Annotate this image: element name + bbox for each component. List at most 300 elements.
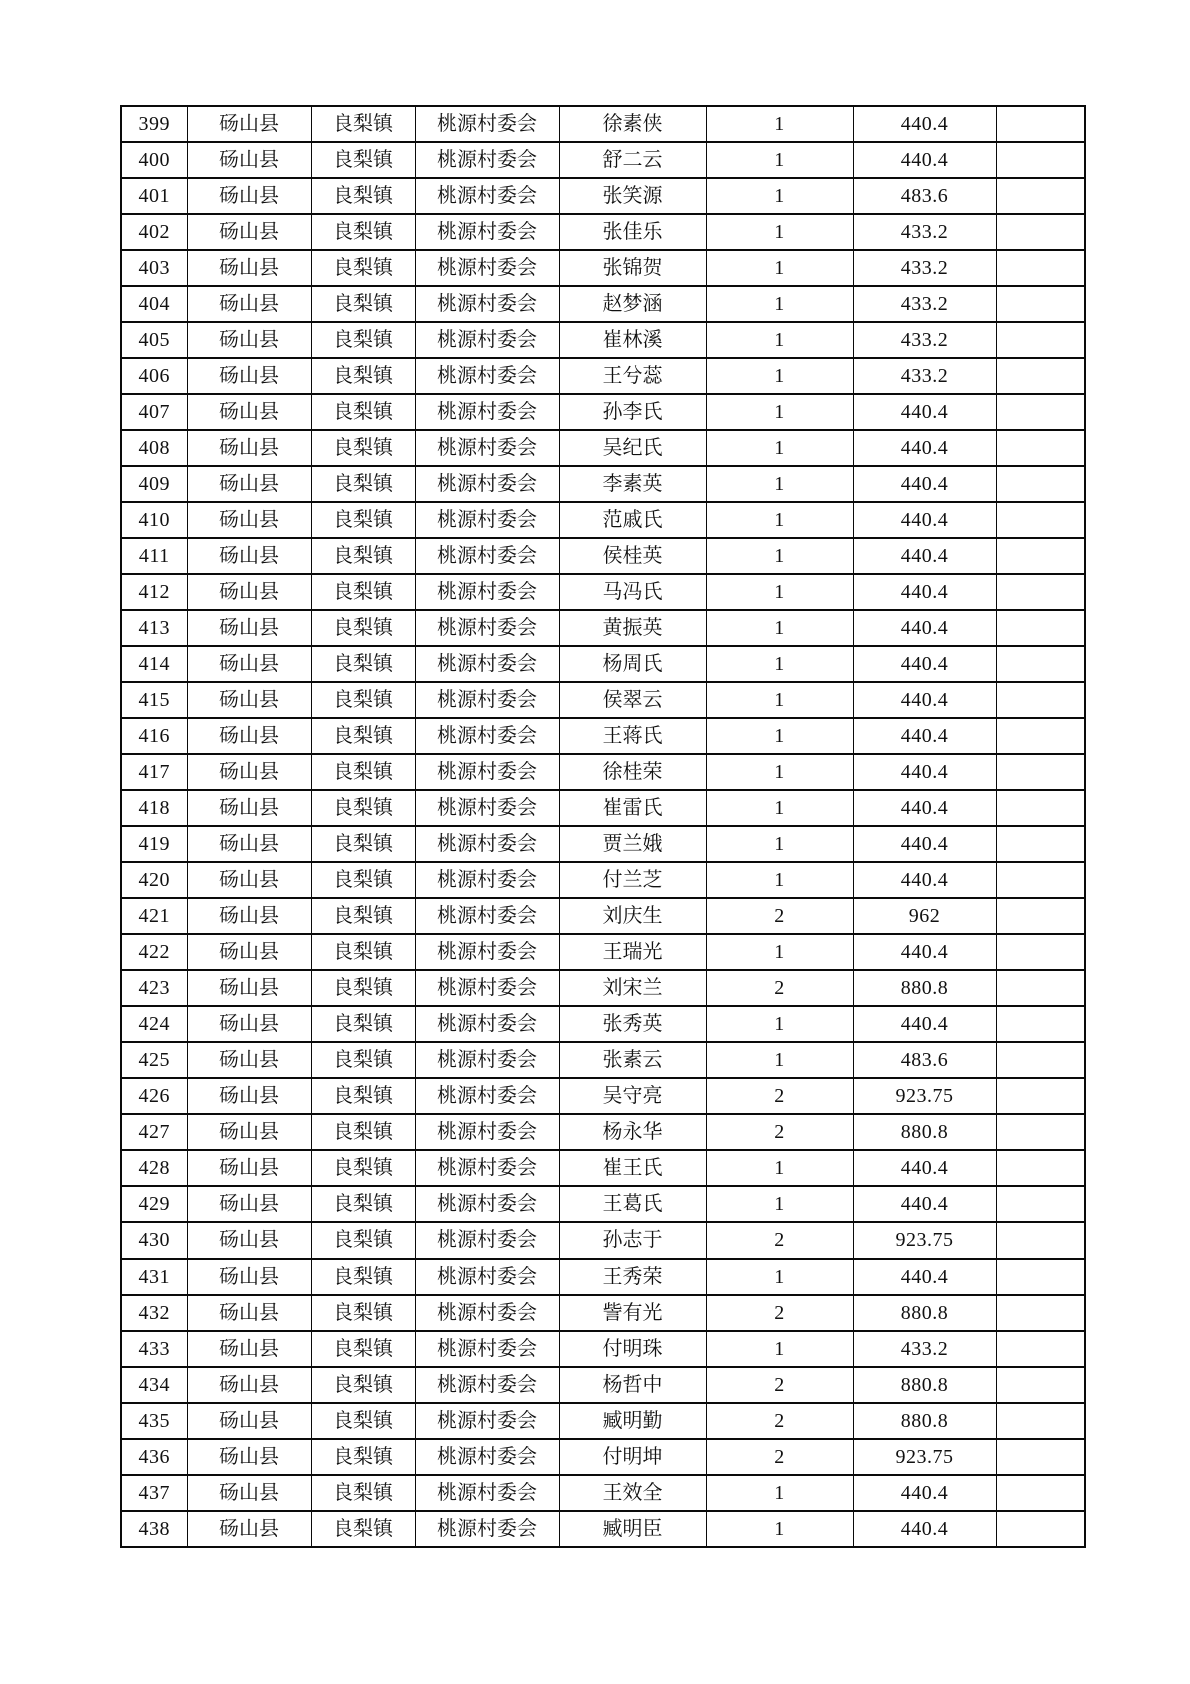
table-row [121,466,1085,502]
cell-county: 砀山县 [187,718,311,754]
cell-count: 1 [706,250,853,286]
cell-town: 良梨镇 [311,1367,415,1403]
cell-index: 406 [121,358,187,394]
cell-village: 桃源村委会 [415,1259,559,1295]
cell-county: 砀山县 [187,862,311,898]
cell-blank [996,286,1085,322]
cell-town: 良梨镇 [311,1186,415,1222]
cell-name: 侯桂英 [559,538,706,574]
table-row [121,970,1085,1006]
cell-town: 良梨镇 [311,322,415,358]
cell-count: 1 [706,142,853,178]
table-row [121,106,1085,142]
cell-blank [996,1006,1085,1042]
cell-blank [996,898,1085,934]
cell-town: 良梨镇 [311,1150,415,1186]
cell-name: 臧明臣 [559,1511,706,1547]
cell-blank [996,502,1085,538]
cell-county: 砀山县 [187,430,311,466]
cell-name: 臧明勤 [559,1403,706,1439]
cell-county: 砀山县 [187,1259,311,1295]
cell-blank [996,934,1085,970]
cell-blank [996,178,1085,214]
cell-county: 砀山县 [187,1114,311,1150]
cell-village: 桃源村委会 [415,466,559,502]
cell-name: 孙志于 [559,1222,706,1258]
cell-count: 1 [706,1186,853,1222]
table-row [121,322,1085,358]
cell-name: 张笑源 [559,178,706,214]
cell-count: 1 [706,610,853,646]
cell-amount: 440.4 [853,1150,996,1186]
table-row [121,574,1085,610]
cell-village: 桃源村委会 [415,1150,559,1186]
cell-count: 1 [706,646,853,682]
cell-amount: 440.4 [853,826,996,862]
cell-amount: 483.6 [853,178,996,214]
cell-name: 侯翠云 [559,682,706,718]
cell-name: 黄振英 [559,610,706,646]
cell-index: 399 [121,106,187,142]
table-row [121,862,1085,898]
cell-count: 1 [706,502,853,538]
cell-town: 良梨镇 [311,1259,415,1295]
cell-amount: 923.75 [853,1439,996,1475]
cell-county: 砀山县 [187,358,311,394]
table-row [121,430,1085,466]
cell-blank [996,1186,1085,1222]
cell-town: 良梨镇 [311,1222,415,1258]
cell-index: 411 [121,538,187,574]
cell-name: 吴守亮 [559,1078,706,1114]
cell-village: 桃源村委会 [415,502,559,538]
cell-town: 良梨镇 [311,214,415,250]
cell-blank [996,1511,1085,1547]
cell-index: 435 [121,1403,187,1439]
cell-amount: 440.4 [853,1475,996,1511]
cell-village: 桃源村委会 [415,718,559,754]
cell-index: 407 [121,394,187,430]
cell-village: 桃源村委会 [415,610,559,646]
cell-village: 桃源村委会 [415,178,559,214]
cell-name: 王葛氏 [559,1186,706,1222]
cell-village: 桃源村委会 [415,1078,559,1114]
cell-blank [996,430,1085,466]
cell-index: 418 [121,790,187,826]
cell-index: 437 [121,1475,187,1511]
table-row [121,1150,1085,1186]
cell-name: 范戚氏 [559,502,706,538]
cell-town: 良梨镇 [311,358,415,394]
cell-count: 1 [706,1006,853,1042]
table-row [121,538,1085,574]
cell-village: 桃源村委会 [415,862,559,898]
cell-blank [996,1295,1085,1331]
table-row [121,1114,1085,1150]
cell-name: 付明珠 [559,1331,706,1367]
cell-index: 409 [121,466,187,502]
cell-amount: 433.2 [853,250,996,286]
cell-amount: 433.2 [853,286,996,322]
cell-index: 424 [121,1006,187,1042]
cell-index: 400 [121,142,187,178]
cell-blank [996,574,1085,610]
cell-village: 桃源村委会 [415,286,559,322]
cell-index: 412 [121,574,187,610]
cell-county: 砀山县 [187,394,311,430]
cell-count: 1 [706,754,853,790]
cell-name: 王秀荣 [559,1259,706,1295]
cell-county: 砀山县 [187,934,311,970]
table-row [121,1439,1085,1475]
cell-name: 孙李氏 [559,394,706,430]
table-row [121,214,1085,250]
cell-count: 1 [706,466,853,502]
cell-index: 417 [121,754,187,790]
cell-index: 421 [121,898,187,934]
cell-amount: 440.4 [853,718,996,754]
table-row [121,646,1085,682]
cell-count: 2 [706,1367,853,1403]
cell-name: 李素英 [559,466,706,502]
cell-blank [996,1475,1085,1511]
cell-index: 431 [121,1259,187,1295]
cell-count: 1 [706,1331,853,1367]
cell-amount: 880.8 [853,1114,996,1150]
cell-village: 桃源村委会 [415,538,559,574]
cell-village: 桃源村委会 [415,790,559,826]
cell-name: 王效全 [559,1475,706,1511]
cell-index: 434 [121,1367,187,1403]
cell-amount: 440.4 [853,646,996,682]
cell-blank [996,1331,1085,1367]
cell-blank [996,1259,1085,1295]
cell-amount: 440.4 [853,106,996,142]
cell-count: 1 [706,1511,853,1547]
table-row [121,502,1085,538]
cell-county: 砀山县 [187,322,311,358]
cell-blank [996,970,1085,1006]
cell-amount: 440.4 [853,1511,996,1547]
table-row [121,934,1085,970]
cell-village: 桃源村委会 [415,358,559,394]
cell-town: 良梨镇 [311,1439,415,1475]
cell-name: 付明坤 [559,1439,706,1475]
table-row [121,1367,1085,1403]
cell-town: 良梨镇 [311,934,415,970]
cell-name: 崔王氏 [559,1150,706,1186]
table-row [121,1295,1085,1331]
cell-county: 砀山县 [187,1511,311,1547]
cell-village: 桃源村委会 [415,898,559,934]
cell-count: 1 [706,394,853,430]
cell-blank [996,682,1085,718]
table-row [121,394,1085,430]
cell-town: 良梨镇 [311,1403,415,1439]
cell-amount: 440.4 [853,502,996,538]
cell-index: 416 [121,718,187,754]
cell-county: 砀山县 [187,538,311,574]
cell-name: 赵梦涵 [559,286,706,322]
cell-town: 良梨镇 [311,106,415,142]
cell-index: 436 [121,1439,187,1475]
cell-count: 1 [706,826,853,862]
cell-index: 420 [121,862,187,898]
cell-index: 402 [121,214,187,250]
cell-blank [996,718,1085,754]
cell-count: 1 [706,430,853,466]
cell-index: 405 [121,322,187,358]
cell-village: 桃源村委会 [415,322,559,358]
cell-amount: 923.75 [853,1078,996,1114]
cell-count: 1 [706,718,853,754]
cell-village: 桃源村委会 [415,682,559,718]
cell-village: 桃源村委会 [415,1511,559,1547]
table-row [121,1511,1085,1547]
cell-name: 舒二云 [559,142,706,178]
cell-count: 1 [706,1042,853,1078]
cell-town: 良梨镇 [311,1475,415,1511]
cell-town: 良梨镇 [311,250,415,286]
cell-village: 桃源村委会 [415,250,559,286]
cell-blank [996,1439,1085,1475]
cell-index: 408 [121,430,187,466]
cell-blank [996,790,1085,826]
cell-county: 砀山县 [187,466,311,502]
table-row [121,1186,1085,1222]
cell-town: 良梨镇 [311,1511,415,1547]
cell-village: 桃源村委会 [415,1222,559,1258]
cell-count: 1 [706,322,853,358]
roster-table-body [121,106,1085,1547]
table-row [121,142,1085,178]
cell-blank [996,1403,1085,1439]
table-row [121,1042,1085,1078]
cell-name: 王蒋氏 [559,718,706,754]
cell-blank [996,646,1085,682]
cell-village: 桃源村委会 [415,934,559,970]
cell-town: 良梨镇 [311,1114,415,1150]
cell-count: 1 [706,682,853,718]
cell-count: 2 [706,1078,853,1114]
cell-blank [996,394,1085,430]
cell-village: 桃源村委会 [415,1331,559,1367]
cell-town: 良梨镇 [311,178,415,214]
cell-county: 砀山县 [187,1042,311,1078]
table-row [121,790,1085,826]
cell-amount: 440.4 [853,1006,996,1042]
cell-name: 刘庆生 [559,898,706,934]
cell-town: 良梨镇 [311,754,415,790]
cell-village: 桃源村委会 [415,1475,559,1511]
cell-blank [996,250,1085,286]
cell-blank [996,1222,1085,1258]
cell-amount: 880.8 [853,970,996,1006]
cell-county: 砀山县 [187,142,311,178]
table-row [121,826,1085,862]
cell-name: 崔雷氏 [559,790,706,826]
cell-count: 1 [706,790,853,826]
cell-town: 良梨镇 [311,466,415,502]
cell-name: 吴纪氏 [559,430,706,466]
cell-count: 1 [706,538,853,574]
table-row [121,1331,1085,1367]
cell-name: 刘宋兰 [559,970,706,1006]
cell-village: 桃源村委会 [415,754,559,790]
cell-village: 桃源村委会 [415,1295,559,1331]
cell-amount: 880.8 [853,1367,996,1403]
cell-name: 张佳乐 [559,214,706,250]
cell-index: 427 [121,1114,187,1150]
cell-index: 413 [121,610,187,646]
cell-county: 砀山县 [187,178,311,214]
cell-county: 砀山县 [187,1150,311,1186]
cell-index: 433 [121,1331,187,1367]
cell-blank [996,358,1085,394]
cell-blank [996,862,1085,898]
cell-amount: 483.6 [853,1042,996,1078]
cell-name: 徐素侠 [559,106,706,142]
cell-amount: 880.8 [853,1295,996,1331]
table-row [121,754,1085,790]
cell-blank [996,538,1085,574]
cell-village: 桃源村委会 [415,646,559,682]
cell-county: 砀山县 [187,1403,311,1439]
cell-town: 良梨镇 [311,502,415,538]
cell-index: 423 [121,970,187,1006]
table-row [121,1078,1085,1114]
table-row [121,286,1085,322]
cell-amount: 440.4 [853,538,996,574]
table-row [121,178,1085,214]
cell-village: 桃源村委会 [415,574,559,610]
cell-village: 桃源村委会 [415,1367,559,1403]
cell-blank [996,322,1085,358]
cell-town: 良梨镇 [311,142,415,178]
table-row [121,718,1085,754]
cell-village: 桃源村委会 [415,1114,559,1150]
cell-blank [996,466,1085,502]
table-row [121,1403,1085,1439]
cell-count: 2 [706,1439,853,1475]
cell-town: 良梨镇 [311,430,415,466]
cell-county: 砀山县 [187,1475,311,1511]
cell-town: 良梨镇 [311,394,415,430]
cell-count: 2 [706,970,853,1006]
cell-index: 410 [121,502,187,538]
cell-amount: 440.4 [853,1186,996,1222]
cell-index: 419 [121,826,187,862]
cell-count: 1 [706,358,853,394]
cell-amount: 923.75 [853,1222,996,1258]
cell-amount: 440.4 [853,394,996,430]
cell-name: 王兮蕊 [559,358,706,394]
cell-blank [996,610,1085,646]
cell-index: 425 [121,1042,187,1078]
cell-amount: 440.4 [853,790,996,826]
cell-blank [996,754,1085,790]
cell-index: 401 [121,178,187,214]
cell-county: 砀山县 [187,214,311,250]
cell-amount: 440.4 [853,682,996,718]
cell-amount: 880.8 [853,1403,996,1439]
cell-blank [996,142,1085,178]
cell-town: 良梨镇 [311,970,415,1006]
cell-index: 432 [121,1295,187,1331]
cell-index: 414 [121,646,187,682]
cell-count: 1 [706,178,853,214]
cell-name: 张锦贺 [559,250,706,286]
cell-county: 砀山县 [187,898,311,934]
table-row [121,250,1085,286]
cell-county: 砀山县 [187,250,311,286]
cell-index: 430 [121,1222,187,1258]
table-row [121,1259,1085,1295]
cell-amount: 440.4 [853,430,996,466]
cell-amount: 440.4 [853,1259,996,1295]
cell-name: 徐桂荣 [559,754,706,790]
cell-index: 426 [121,1078,187,1114]
cell-county: 砀山县 [187,646,311,682]
cell-county: 砀山县 [187,754,311,790]
cell-name: 杨哲中 [559,1367,706,1403]
cell-village: 桃源村委会 [415,142,559,178]
cell-county: 砀山县 [187,106,311,142]
cell-town: 良梨镇 [311,790,415,826]
cell-county: 砀山县 [187,610,311,646]
cell-count: 2 [706,898,853,934]
cell-blank [996,1078,1085,1114]
cell-amount: 440.4 [853,466,996,502]
cell-county: 砀山县 [187,502,311,538]
cell-village: 桃源村委会 [415,1186,559,1222]
cell-count: 1 [706,214,853,250]
cell-count: 1 [706,934,853,970]
cell-amount: 440.4 [853,862,996,898]
table-row [121,1475,1085,1511]
cell-blank [996,826,1085,862]
cell-index: 428 [121,1150,187,1186]
cell-index: 422 [121,934,187,970]
cell-index: 429 [121,1186,187,1222]
cell-village: 桃源村委会 [415,430,559,466]
cell-town: 良梨镇 [311,862,415,898]
cell-village: 桃源村委会 [415,826,559,862]
cell-name: 马冯氏 [559,574,706,610]
cell-blank [996,1114,1085,1150]
cell-town: 良梨镇 [311,682,415,718]
cell-index: 415 [121,682,187,718]
cell-county: 砀山县 [187,1331,311,1367]
cell-village: 桃源村委会 [415,970,559,1006]
cell-county: 砀山县 [187,1367,311,1403]
cell-blank [996,106,1085,142]
cell-county: 砀山县 [187,1186,311,1222]
cell-blank [996,214,1085,250]
cell-name: 崔林溪 [559,322,706,358]
cell-village: 桃源村委会 [415,1042,559,1078]
cell-town: 良梨镇 [311,1078,415,1114]
cell-town: 良梨镇 [311,826,415,862]
cell-town: 良梨镇 [311,610,415,646]
cell-town: 良梨镇 [311,1331,415,1367]
cell-count: 1 [706,1150,853,1186]
cell-town: 良梨镇 [311,1006,415,1042]
cell-town: 良梨镇 [311,1042,415,1078]
cell-county: 砀山县 [187,1006,311,1042]
cell-village: 桃源村委会 [415,214,559,250]
cell-town: 良梨镇 [311,898,415,934]
